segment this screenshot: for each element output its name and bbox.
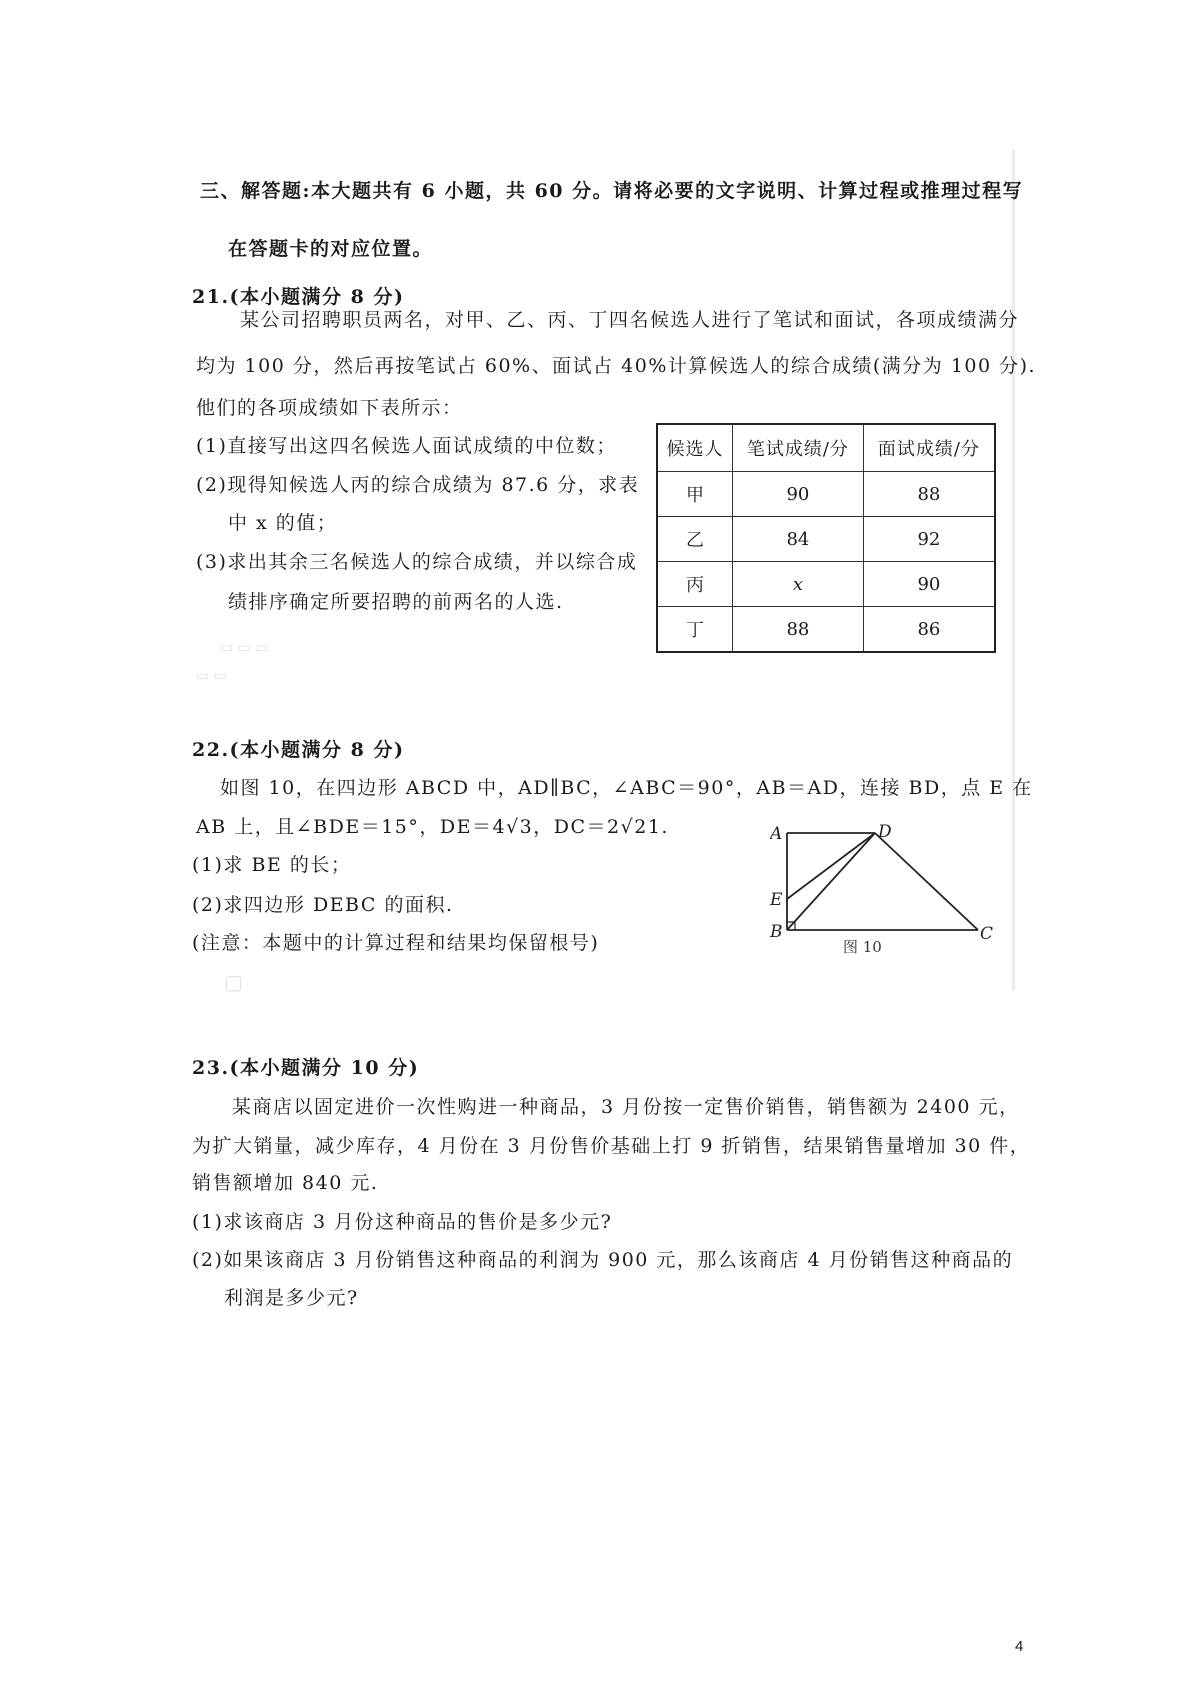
q21-part2-line2: 中 x 的值； xyxy=(228,512,338,534)
table-cell: 甲 xyxy=(657,472,732,517)
figure-10-quadrilateral xyxy=(770,815,1010,965)
q22-part2: (2)求四边形 DEBC 的面积. xyxy=(192,894,454,916)
label-C: C xyxy=(980,924,994,944)
table-header-cell: 笔试成绩/分 xyxy=(732,424,863,472)
q21-part1: (1)直接写出这四名候选人面试成绩的中位数； xyxy=(196,435,617,457)
scan-noise-mark: ▢ xyxy=(224,970,243,994)
table-cell: 88 xyxy=(732,607,863,653)
table-cell: 丙 xyxy=(657,562,732,607)
q22-intro-line2: AB 上，且∠BDE＝15°，DE＝4√3，DC＝2√21. xyxy=(196,816,669,838)
segment-DC xyxy=(875,833,978,930)
table-cell: 乙 xyxy=(657,517,732,562)
q22-intro-line1: 如图 10，在四边形 ABCD 中，AD∥BC，∠ABC＝90°，AB＝AD，连接 BD，点 E 在 xyxy=(220,777,1033,799)
table-cell: 88 xyxy=(863,472,995,517)
q21-part2-line1: (2)现得知候选人丙的综合成绩为 87.6 分，求表 xyxy=(196,474,640,496)
q21-score-table xyxy=(656,423,996,653)
table-header-cell: 候选人 xyxy=(657,424,732,472)
figure-caption: 图 10 xyxy=(843,938,882,956)
table-header-row xyxy=(657,424,995,472)
q23-part2-line1: (2)如果该商店 3 月份销售这种商品的利润为 900 元，那么该商店 4 月份销售这种商品的 xyxy=(192,1249,1014,1271)
scan-noise-mark: ▭ ▭ ▭ xyxy=(220,640,269,656)
q23-part1: (1)求该商店 3 月份这种商品的售价是多少元? xyxy=(192,1211,613,1233)
label-A: A xyxy=(770,824,783,844)
section-header-line1: 三、解答题:本大题共有 6 小题，共 60 分。请将必要的文字说明、计算过程或推理过程写 xyxy=(200,180,1024,202)
section-header-line2: 在答题卡的对应位置。 xyxy=(228,238,434,260)
table-row xyxy=(657,472,995,517)
q23-heading: 23.(本小题满分 10 分) xyxy=(192,1057,420,1079)
q23-part2-line2: 利润是多少元? xyxy=(224,1287,359,1309)
table-cell: 92 xyxy=(863,517,995,562)
label-B: B xyxy=(770,922,783,942)
segment-BD xyxy=(787,833,875,930)
table-row xyxy=(657,517,995,562)
q21-heading: 21.(本小题满分 8 分) xyxy=(192,286,405,308)
table-cell: 84 xyxy=(732,517,863,562)
scan-edge-shadow xyxy=(1012,150,1015,990)
table-row xyxy=(657,607,995,653)
table-cell: x xyxy=(732,562,863,607)
scan-noise-mark: ▭ ▭ xyxy=(196,668,227,684)
q22-note: (注意：本题中的计算过程和结果均保留根号) xyxy=(192,932,600,954)
q21-intro-line1: 某公司招聘职员两名，对甲、乙、丙、丁四名候选人进行了笔试和面试，各项成绩满分 xyxy=(240,309,1020,331)
table-header-cell: 面试成绩/分 xyxy=(863,424,995,472)
label-E: E xyxy=(770,890,783,910)
q21-part3-line1: (3)求出其余三名候选人的综合成绩，并以综合成 xyxy=(196,551,638,573)
table-cell: 90 xyxy=(863,562,995,607)
table-cell: 86 xyxy=(863,607,995,653)
q21-intro-line3: 他们的各项成绩如下表所示： xyxy=(196,397,463,419)
q22-part1: (1)求 BE 的长； xyxy=(192,854,352,876)
q22-heading: 22.(本小题满分 8 分) xyxy=(192,739,405,761)
q23-intro-line1: 某商店以固定进价一次性购进一种商品，3 月份按一定售价销售，销售额为 2400 元， xyxy=(232,1096,1020,1118)
page-number: 4 xyxy=(1015,1638,1024,1655)
q21-intro-line2: 均为 100 分，然后再按笔试占 60%、面试占 40%计算候选人的综合成绩(满分为 100 分). xyxy=(196,355,1037,377)
q21-part3-line2: 绩排序确定所要招聘的前两名的人选. xyxy=(228,591,564,613)
q23-intro-line3: 销售额增加 840 元. xyxy=(192,1172,379,1194)
table-cell: 丁 xyxy=(657,607,732,653)
segment-DE xyxy=(787,833,875,899)
table-row xyxy=(657,562,995,607)
label-D: D xyxy=(878,822,892,842)
q23-intro-line2: 为扩大销量，减少库存，4 月份在 3 月份售价基础上打 9 折销售，结果销售量增加 30 件， xyxy=(192,1135,1031,1157)
table-cell: 90 xyxy=(732,472,863,517)
